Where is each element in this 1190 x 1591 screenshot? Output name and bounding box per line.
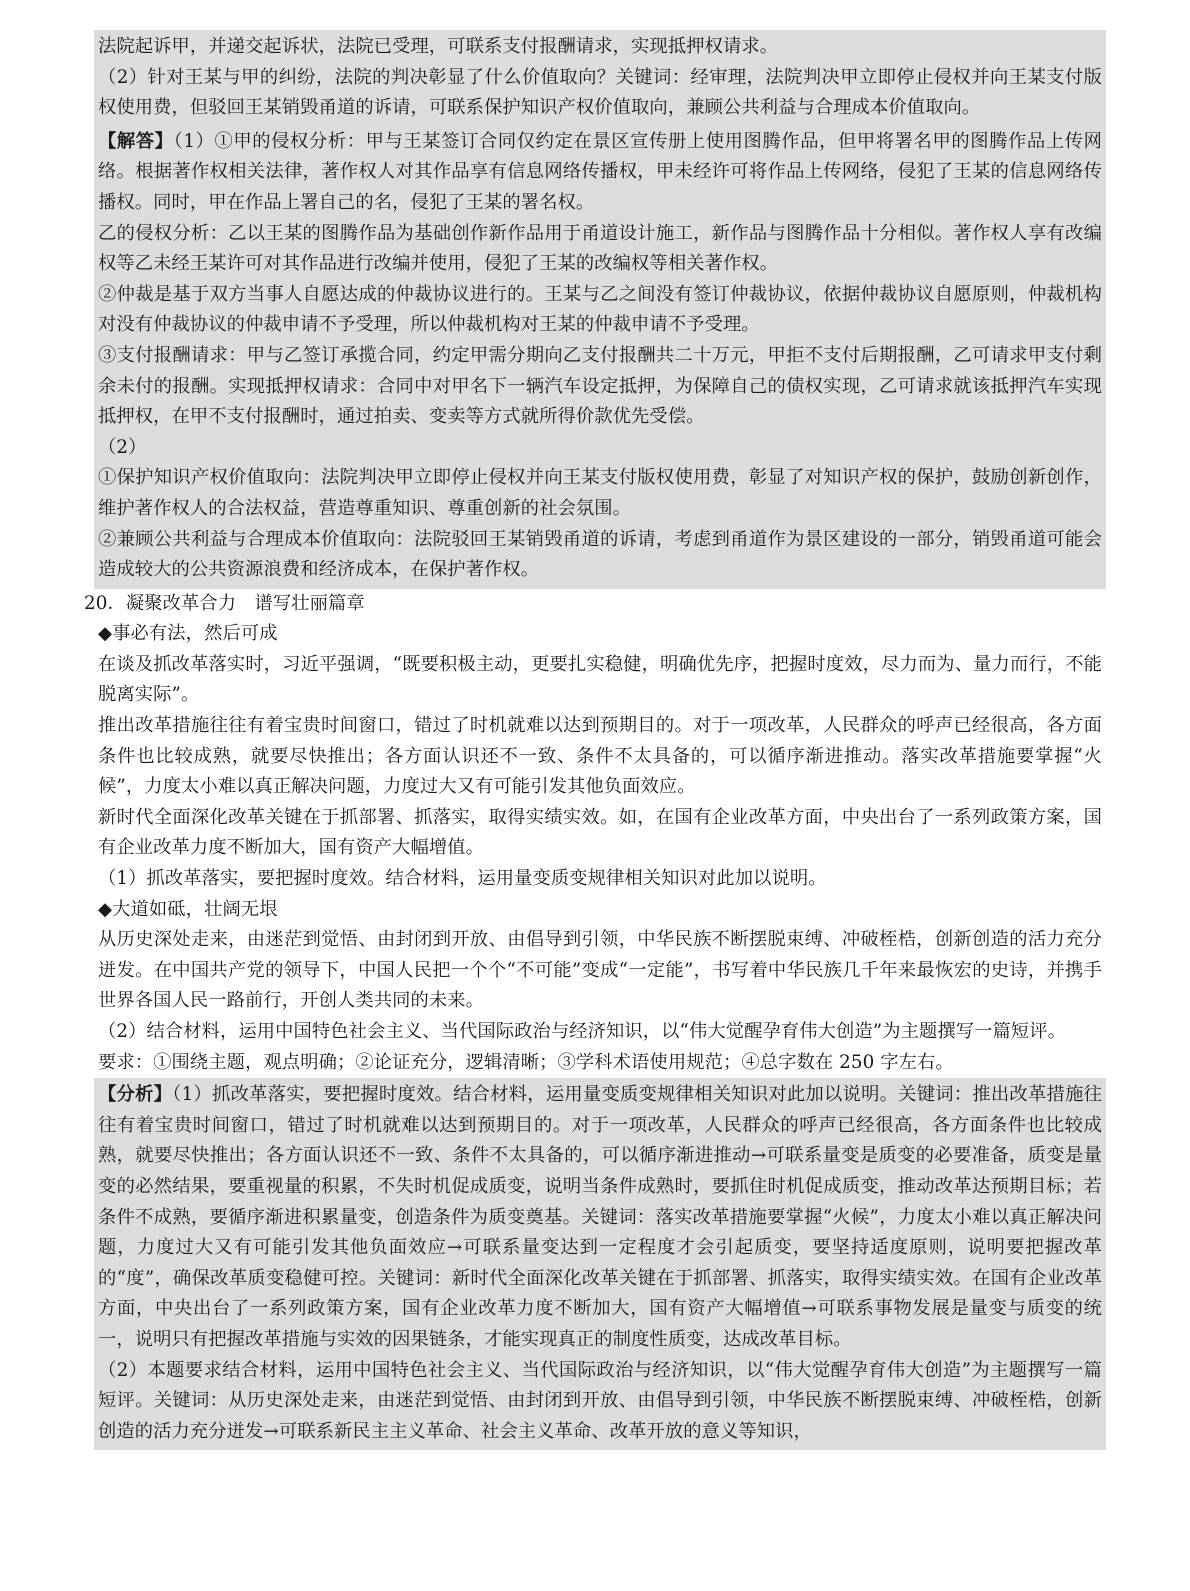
sub-question: （2）结合材料，运用中国特色社会主义、当代国际政治与经济知识，以“伟大觉醒孕育伟大创造”为主题撰写一篇短评。 xyxy=(98,1021,1067,1042)
requirements: 要求：①围绕主题，观点明确；②论证充分，逻辑清晰；③学科术语使用规范；④总字数在 250 字左右。 xyxy=(98,1051,954,1073)
question-title: 20．凝聚改革合力 谱写壮丽篇章 xyxy=(84,592,365,614)
answer-paragraph: ②兼顾公共利益与合理成本价值取向：法院驳回王某销毁甬道的诉请，考虑到甬道作为景区建设的一部分，销毁甬道可能会造成较大的公共资源浪费和经济成本，在保护著作权。 xyxy=(98,528,1102,581)
answer-tag: 【解答】 xyxy=(98,130,174,152)
material-paragraph: 在谈及抓改革落实时，习近平强调，“既要积极主动，更要扎实稳健，明确优先序，把握时度效，尽力而为、量力而行，不能脱离实际”。 xyxy=(98,653,1102,706)
section-heading: ◆大道如砥，壮阔无垠 xyxy=(98,898,278,920)
answer-paragraph: 乙的侵权分析：乙以王某的图腾作品为基础创作新作品用于甬道设计施工，新作品与图腾作品十分相似。著作权人享有改编权等乙未经王某许可对其作品进行改编并使用，侵犯了王某的改编权等相关著作权。 xyxy=(98,222,1102,275)
answer-paragraph: ①保护知识产权价值取向：法院判决甲立即停止侵权并向王某支付版权使用费，彰显了对知识产权的保护，鼓励创新创作，维护著作权人的合法权益，营造尊重知识、尊重创新的社会氛围。 xyxy=(98,467,1102,519)
sub-question: （1）抓改革落实，要把握时度效。结合材料，运用量变质变规律相关知识对此加以说明。 xyxy=(98,868,827,890)
question-20-title-wrap xyxy=(84,589,1106,620)
highlighted-block-question-hint xyxy=(94,30,1106,127)
section-heading: ◆事必有法，然后可成 xyxy=(98,623,278,645)
answer-block xyxy=(94,127,1106,589)
material-paragraph: 推出改革措施往往有着宝贵时间窗口，错过了时机就难以达到预期目的。对于一项改革，人民群众的呼声已经很高，各方面条件也比较成熟，就要尽快推出；各方面认识还不一致、条件不太具备的，可以循序渐进推动。落实改革措施要掌握“火候”，力度太小难以真正解决问题，力度过大又有可能引发其他负面效应。 xyxy=(98,715,1102,798)
material-paragraph: 新时代全面深化改革关键在于抓部署、抓落实，取得实绩实效。如，在国有企业改革方面，中央出台了一系列政策方案，国有企业改革力度不断加大，国有资产大幅增值。 xyxy=(98,806,1102,859)
hint-line: 法院起诉甲，并递交起诉状，法院已受理，可联系支付报酬请求，实现抵押权请求。 xyxy=(98,36,779,57)
hint-line: （2）针对王某与甲的纠纷，法院的判决彰显了什么价值取向？关键词：经审理，法院判决甲立即停止侵权并向王某支付版权使用费，但驳回王某销毁甬道的诉请，可联系保护知识产权价值取向，兼顾公共利益与合理成本价值取向。 xyxy=(98,66,1102,119)
answer-paragraph: ③支付报酬请求：甲与乙签订承揽合同，约定甲需分期向乙支付报酬共二十万元，甲拒不支付后期报酬，乙可请求甲支付剩余未付的报酬。实现抵押权请求：合同中对甲名下一辆汽车设定抵押，为保障自己的债权实现，乙可请求就该抵押汽车实现抵押权，在甲不支付报酬时，通过拍卖、变卖等方式就所得价款优先受偿。 xyxy=(98,344,1102,428)
answer-paragraph: ②仲裁是基于双方当事人自愿达成的仲裁协议进行的。王某与乙之间没有签订仲裁协议，依据仲裁协议自愿原则，仲裁机构对没有仲裁协议的仲裁申请不予受理，所以仲裁机构对王某的仲裁申请不予受理。 xyxy=(98,283,1102,336)
analysis-block xyxy=(94,1078,1106,1450)
answer-paragraph: （2） xyxy=(98,436,147,458)
analysis-paragraph: （2）本题要求结合材料，运用中国特色社会主义、当代国际政治与经济知识，以“伟大觉醒孕育伟大创造”为主题撰写一篇短评。关键词：从历史深处走来，由迷茫到觉悟、由封闭到开放、由倡导到引领，中华民族不断摆脱束缚、冲破桎梏，创新创造的活力充分迸发→可联系新民主主义革命、社会主义革命、改革开放的意义等知识， xyxy=(98,1359,1102,1442)
analysis-tag: 【分析】 xyxy=(98,1084,173,1106)
answer-paragraph: 【解答】（1）①甲的侵权分析：甲与王某签订合同仅约定在景区宣传册上使用图腾作品，但甲将署名甲的图腾作品上传网络。根据著作权相关法律，著作权人对其作品享有信息网络传播权，甲未经许可将作品上传网络，侵犯了王某的信息网络传播权。同时，甲在作品上署自己的名，侵犯了王某的署名权。 xyxy=(98,130,1102,213)
analysis-paragraph: 【分析】（1）抓改革落实，要把握时度效。结合材料，运用量变质变规律相关知识对此加以说明。关键词：推出改革措施往往有着宝贵时间窗口，错过了时机就难以达到预期目的。对于一项改革，人民群众的呼声已经很高，各方面条件也比较成熟，就要尽快推出；各方面认识还不一致、条件不太具备的，可以循序渐进推动→可联系量变是质变的必要准备，质变是量变的必然结果，要重视量的积累，不失时机促成质变，说明当条件成熟时，要抓住时机促成质变，推动改革达预期目标；若条件不成熟，要循序渐进积累量变，创造条件为质变奠基。关键词：落实改革措施要掌握“火候”，力度太小难以真正解决问题，力度过大又有可能引发其他负面效应→可联系量变达到一定程度才会引起质变，要坚持适度原则，说明要把握改革的“度”，确保改革质变稳健可控。关键词：新时代全面深化改革关键在于抓部署、抓落实，取得实绩实效。在国有企业改革方面，中央出台了一系列政策方案，国有企业改革力度不断加大，国有资产大幅增值→可联系事物发展是量变与质变的统一，说明只有把握改革措施与实效的因果链条，才能实现真正的制度性质变，达成改革目标。 xyxy=(98,1084,1102,1350)
question-20-body xyxy=(94,619,1106,1078)
material-paragraph: 从历史深处走来，由迷茫到觉悟、由封闭到开放、由倡导到引领，中华民族不断摆脱束缚、冲破桎梏，创新创造的活力充分迸发。在中国共产党的领导下，中国人民把一个个“不可能”变成“一定能”，书写着中华民族几千年来最恢宏的史诗，并携手世界各国人民一路前行，开创人类共同的未来。 xyxy=(98,929,1102,1012)
